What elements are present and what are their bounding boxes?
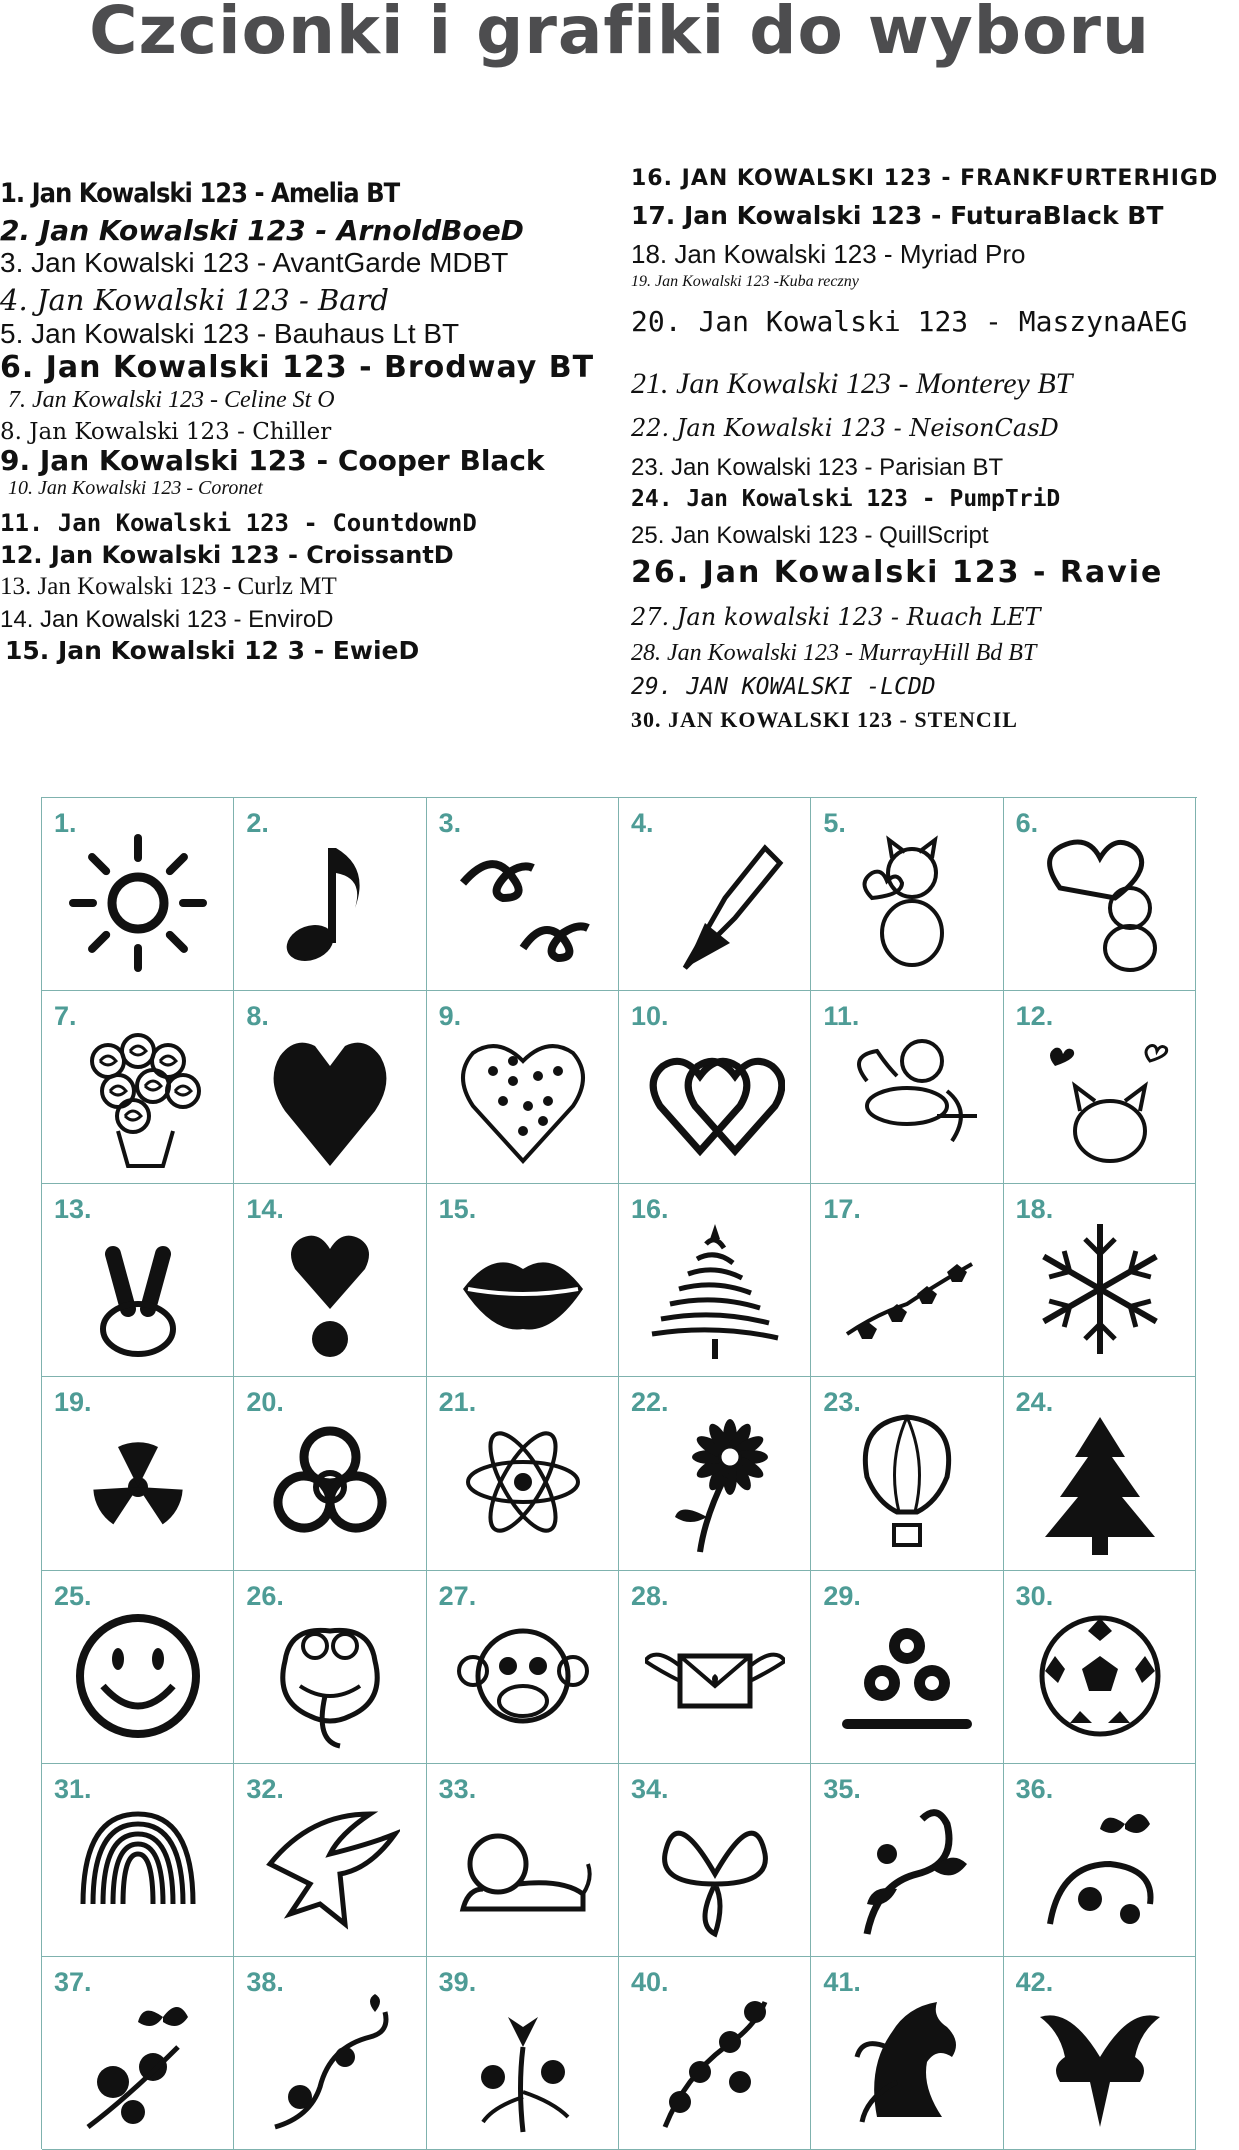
two-hearts-icon xyxy=(645,1021,785,1171)
font-sample-text: Jan Kowalski 123 - QuillScript xyxy=(671,522,989,549)
font-sample-text: Jan Kowalski 123 - Celine St O xyxy=(32,387,335,413)
font-sample-text: JAN KOWALSKI 123 - FRANKFURTERHIGD xyxy=(681,166,1219,191)
font-sample-text: Jan Kowalski 123 - Ravie xyxy=(702,555,1164,590)
font-sample-20 xyxy=(631,305,1187,338)
font-sample-text: Jan Kowalski 123 -Kuba reczny xyxy=(655,273,859,290)
font-sample-29 xyxy=(631,674,936,700)
font-sample-number: 11. xyxy=(0,509,58,537)
font-sample-26 xyxy=(631,555,1163,590)
lion-icon xyxy=(453,1794,593,1944)
graphic-number: 4. xyxy=(631,808,654,838)
snowflake-icon xyxy=(1030,1214,1170,1364)
font-sample-text: Jan Kowalski 123 - NeisonCasD xyxy=(676,414,1059,442)
graphic-cell-33[interactable] xyxy=(427,1764,619,1957)
graphic-number: 21. xyxy=(438,1387,477,1418)
font-sample-number: 20. xyxy=(631,305,699,338)
font-sample-12 xyxy=(0,541,454,569)
graphics-grid xyxy=(41,797,1197,2149)
graphic-cell-4[interactable] xyxy=(619,798,811,991)
graphic-number: 34. xyxy=(631,1773,669,1804)
butterfly-flowers-icon xyxy=(68,1987,208,2137)
smiley-icon xyxy=(68,1601,208,1751)
graphic-cell-5[interactable] xyxy=(811,798,1003,991)
fingerprint-icon xyxy=(68,1794,208,1944)
font-sample-number: 29. xyxy=(631,674,687,700)
graphic-number: 6. xyxy=(1015,808,1039,838)
sun-icon xyxy=(68,828,208,978)
floral-swirl-icon xyxy=(837,1794,977,1944)
swirl-ornament-icon xyxy=(453,828,593,978)
font-sample-number: 23. xyxy=(631,454,672,481)
pine-tree-icon xyxy=(1030,1407,1170,1557)
rose-bouquet-icon xyxy=(68,1021,208,1171)
graphic-number: 27. xyxy=(438,1580,477,1611)
font-sample-number: 16. xyxy=(631,166,682,191)
font-sample-number: 2. xyxy=(0,214,40,247)
teddy-bear-heart-icon xyxy=(1030,828,1170,978)
font-sample-number: 24. xyxy=(631,486,687,512)
eagle-icon xyxy=(260,1794,400,1944)
font-sample-2 xyxy=(0,214,524,247)
graphic-number: 1. xyxy=(54,808,77,838)
graphic-number: 19. xyxy=(54,1387,92,1418)
graphic-cell-23[interactable] xyxy=(811,1377,1003,1570)
graphic-cell-21[interactable] xyxy=(427,1377,619,1570)
graphic-number: 38. xyxy=(246,1966,284,1997)
font-sample-number: 22. xyxy=(631,414,677,442)
font-sample-number: 3. xyxy=(0,247,32,278)
graphic-number: 31. xyxy=(54,1773,92,1804)
graphic-cell-15[interactable] xyxy=(427,1184,619,1377)
graphic-number: 28. xyxy=(631,1580,669,1611)
graphic-cell-35[interactable] xyxy=(811,1764,1003,1957)
graphic-cell-1[interactable] xyxy=(42,798,234,991)
fur-heart-icon xyxy=(260,1021,400,1171)
graphic-number: 9. xyxy=(438,1001,462,1032)
graphic-number: 2. xyxy=(246,808,269,838)
graphic-cell-16[interactable] xyxy=(619,1184,811,1377)
biohazard-icon xyxy=(260,1407,400,1557)
graphic-cell-20[interactable] xyxy=(234,1377,426,1570)
font-sample-30 xyxy=(631,707,1018,733)
font-sample-text: Jan Kowalski 123 - Amelia BT xyxy=(31,178,400,209)
tribal-horse-icon xyxy=(837,1987,977,2137)
font-sample-text: Jan Kowalski 123 - Monterey BT xyxy=(676,367,1073,400)
page-title: Czcionki i grafiki do wyboru xyxy=(89,0,1150,69)
font-sample-text: Jan Kowalski 123 - EnviroD xyxy=(40,606,334,633)
graphic-cell-11[interactable] xyxy=(811,991,1003,1184)
font-sample-23 xyxy=(631,454,1003,482)
font-sample-14 xyxy=(0,606,334,634)
graphic-cell-28[interactable] xyxy=(619,1571,811,1764)
font-sample-number: 8. xyxy=(0,419,30,445)
graphic-number: 11. xyxy=(823,1001,860,1032)
monkey-face-icon xyxy=(453,1601,593,1751)
font-sample-7 xyxy=(8,387,335,414)
font-sample-28 xyxy=(631,640,1036,667)
santa-sleigh-icon xyxy=(837,1214,977,1364)
font-sample-number: 26. xyxy=(631,555,703,590)
graphic-number: 16. xyxy=(631,1194,669,1225)
scribble-tree-icon xyxy=(645,1214,785,1364)
font-sample-text: Jan Kowalski 123 - Myriad Pro xyxy=(674,239,1026,269)
graphic-cell-31[interactable] xyxy=(42,1764,234,1957)
font-sample-8 xyxy=(0,419,331,445)
font-sample-number: 28. xyxy=(631,640,667,666)
font-sample-3 xyxy=(0,247,508,279)
font-sample-text: JAN KOWALSKI -LCDD xyxy=(686,674,936,700)
font-sample-number: 7. xyxy=(8,387,32,413)
font-sample-24 xyxy=(631,486,1060,512)
daisy-flower-icon xyxy=(645,1407,785,1557)
graphic-cell-27[interactable] xyxy=(427,1571,619,1764)
font-sample-number: 19. xyxy=(631,273,655,290)
font-sample-number: 12. xyxy=(0,541,51,569)
font-sample-25 xyxy=(631,522,989,550)
font-sample-1 xyxy=(0,178,399,209)
graphic-cell-6[interactable] xyxy=(1004,798,1196,991)
graphic-cell-17[interactable] xyxy=(811,1184,1003,1377)
font-sample-4 xyxy=(0,283,389,317)
heart-dot-icon xyxy=(260,1214,400,1364)
graphic-number: 5. xyxy=(823,808,846,838)
radiation-icon xyxy=(68,1407,208,1557)
graphic-number: 22. xyxy=(631,1387,669,1418)
font-sample-number: 10. xyxy=(8,477,38,499)
graphic-cell-10[interactable] xyxy=(619,991,811,1184)
font-sample-number: 14. xyxy=(0,606,41,633)
font-sample-text: Jan Kowalski 123 - MaszynaAEG xyxy=(698,305,1188,338)
tribal-eagle-icon xyxy=(1030,1987,1170,2137)
billiard-balls-icon xyxy=(837,1601,977,1751)
graphic-number: 30. xyxy=(1015,1580,1054,1611)
font-sample-number: 25. xyxy=(631,522,672,549)
graphic-number: 32. xyxy=(246,1773,284,1804)
cat-hearts-icon xyxy=(1030,1021,1170,1171)
cat-with-heart-icon xyxy=(837,828,977,978)
font-sample-9 xyxy=(0,444,545,477)
font-sample-19 xyxy=(631,273,859,291)
font-sample-text: Jan Kowalski 123 - Bauhaus Lt BT xyxy=(31,318,460,349)
font-sample-17 xyxy=(631,201,1163,230)
font-sample-number: 4. xyxy=(0,283,37,317)
graphic-cell-18[interactable] xyxy=(1004,1184,1196,1377)
font-sample-text: Jan Kowalski 123 - FuturaBlack BT xyxy=(684,201,1164,230)
graphic-cell-40[interactable] xyxy=(619,1957,811,2150)
butterfly-icon xyxy=(645,1794,785,1944)
font-sample-text: Jan Kowalski 123 - ArnoldBoeD xyxy=(39,214,524,247)
atom-icon xyxy=(453,1407,593,1557)
graphic-cell-37[interactable] xyxy=(42,1957,234,2150)
cupid-icon xyxy=(837,1021,977,1171)
graphic-number: 18. xyxy=(1015,1194,1054,1225)
peace-hand-icon xyxy=(68,1214,208,1364)
flower-branch-icon xyxy=(453,1987,593,2137)
graphic-number: 36. xyxy=(1015,1773,1054,1804)
graphic-number: 23. xyxy=(823,1387,861,1418)
graphic-number: 24. xyxy=(1015,1387,1054,1418)
graphic-number: 12. xyxy=(1015,1001,1054,1032)
lips-icon xyxy=(453,1214,593,1364)
graphic-number: 41. xyxy=(823,1966,861,1997)
font-sample-text: Jan Kowalski 123 - Cooper Black xyxy=(39,444,545,477)
butterfly-floral-icon xyxy=(1030,1794,1170,1944)
graphic-number: 42. xyxy=(1015,1966,1054,1997)
graphic-cell-24[interactable] xyxy=(1004,1377,1196,1570)
graphic-cell-8[interactable] xyxy=(234,991,426,1184)
graphic-number: 7. xyxy=(54,1001,77,1032)
graphic-cell-22[interactable] xyxy=(619,1377,811,1570)
font-sample-text: Jan Kowalski 123 - Chiller xyxy=(29,419,332,445)
graphic-cell-19[interactable] xyxy=(42,1377,234,1570)
graphic-number: 37. xyxy=(54,1966,92,1997)
font-sample-text: Jan kowalski 123 - Ruach LET xyxy=(676,603,1041,631)
graphic-cell-2[interactable] xyxy=(234,798,426,991)
font-sample-text: Jan Kowalski 123 - Curlz MT xyxy=(37,573,337,600)
graphic-cell-39[interactable] xyxy=(427,1957,619,2150)
font-sample-number: 6. xyxy=(0,350,46,385)
music-note-icon xyxy=(260,828,400,978)
font-sample-text: Jan Kowalski 123 - PumpTriD xyxy=(686,486,1061,512)
graphic-number: 25. xyxy=(54,1580,92,1611)
graphic-cell-3[interactable] xyxy=(427,798,619,991)
font-sample-text: Jan Kowalski 123 - CroissantD xyxy=(50,541,454,569)
graphic-cell-9[interactable] xyxy=(427,991,619,1184)
graphic-cell-38[interactable] xyxy=(234,1957,426,2150)
fountain-pen-icon xyxy=(645,828,785,978)
graphic-cell-34[interactable] xyxy=(619,1764,811,1957)
font-sample-number: 5. xyxy=(0,318,32,349)
graphic-number: 33. xyxy=(438,1773,477,1804)
soccer-ball-icon xyxy=(1030,1601,1170,1751)
graphic-number: 3. xyxy=(438,808,462,838)
font-sample-number: 21. xyxy=(631,367,676,400)
graphic-number: 13. xyxy=(54,1194,92,1225)
graphic-number: 26. xyxy=(246,1580,284,1611)
winged-envelope-icon xyxy=(645,1601,785,1751)
font-sample-15 xyxy=(5,636,419,665)
frog-face-icon xyxy=(260,1601,400,1751)
font-sample-number: 18. xyxy=(631,239,675,269)
graphic-cell-32[interactable] xyxy=(234,1764,426,1957)
graphic-cell-13[interactable] xyxy=(42,1184,234,1377)
flower-vine-icon xyxy=(260,1987,400,2137)
leopard-heart-icon xyxy=(453,1021,593,1171)
font-sample-number: 1. xyxy=(0,178,32,209)
graphic-cell-12[interactable] xyxy=(1004,991,1196,1184)
graphic-number: 29. xyxy=(823,1580,861,1611)
graphic-number: 40. xyxy=(631,1966,669,1997)
hot-air-balloon-icon xyxy=(837,1407,977,1557)
graphic-number: 15. xyxy=(438,1194,477,1225)
font-sample-6 xyxy=(0,350,594,385)
font-sample-text: Jan Kowalski 123 - CountdownD xyxy=(57,509,477,537)
font-sample-number: 17. xyxy=(631,201,684,230)
font-sample-number: 15. xyxy=(5,636,58,665)
graphic-cell-42[interactable] xyxy=(1004,1957,1196,2150)
font-sample-27 xyxy=(631,603,1041,631)
font-sample-11 xyxy=(0,509,477,537)
graphic-cell-41[interactable] xyxy=(811,1957,1003,2150)
graphic-cell-30[interactable] xyxy=(1004,1571,1196,1764)
font-sample-21 xyxy=(631,367,1072,401)
font-sample-10 xyxy=(8,477,263,500)
font-sample-text: Jan Kowalski 12 3 - EwieD xyxy=(58,636,420,665)
graphic-cell-29[interactable] xyxy=(811,1571,1003,1764)
font-sample-13 xyxy=(0,573,337,601)
font-sample-text: Jan Kowalski 123 - Coronet xyxy=(38,477,263,499)
graphic-cell-7[interactable] xyxy=(42,991,234,1184)
graphic-number: 10. xyxy=(631,1001,669,1032)
font-sample-text: Jan Kowalski 123 - AvantGarde MDBT xyxy=(31,247,509,278)
graphic-number: 39. xyxy=(438,1966,477,1997)
graphic-cell-26[interactable] xyxy=(234,1571,426,1764)
font-sample-number: 27. xyxy=(631,603,677,631)
graphic-cell-36[interactable] xyxy=(1004,1764,1196,1957)
font-sample-22 xyxy=(631,414,1059,442)
font-sample-text: Jan Kowalski 123 - Parisian BT xyxy=(671,454,1004,481)
font-sample-16 xyxy=(631,166,1218,191)
font-sample-number: 9. xyxy=(0,444,40,477)
font-sample-text: Jan Kowalski 123 - Bard xyxy=(36,283,389,317)
flower-stem-icon xyxy=(645,1987,785,2137)
font-sample-text: Jan Kowalski 123 - MurrayHill Bd BT xyxy=(667,640,1037,666)
graphic-cell-14[interactable] xyxy=(234,1184,426,1377)
font-sample-number: 30. xyxy=(631,707,668,732)
graphic-number: 35. xyxy=(823,1773,861,1804)
graphic-number: 8. xyxy=(246,1001,269,1032)
graphic-number: 20. xyxy=(246,1387,284,1418)
font-sample-text: Jan Kowalski 123 - Brodway BT xyxy=(45,350,595,385)
graphic-number: 17. xyxy=(823,1194,861,1225)
graphic-number: 14. xyxy=(246,1194,284,1225)
font-sample-text: JAN KOWALSKI 123 - STENCIL xyxy=(668,707,1018,732)
graphic-cell-25[interactable] xyxy=(42,1571,234,1764)
font-sample-number: 13. xyxy=(0,573,38,600)
font-sample-18 xyxy=(631,239,1026,270)
font-sample-5 xyxy=(0,318,459,350)
